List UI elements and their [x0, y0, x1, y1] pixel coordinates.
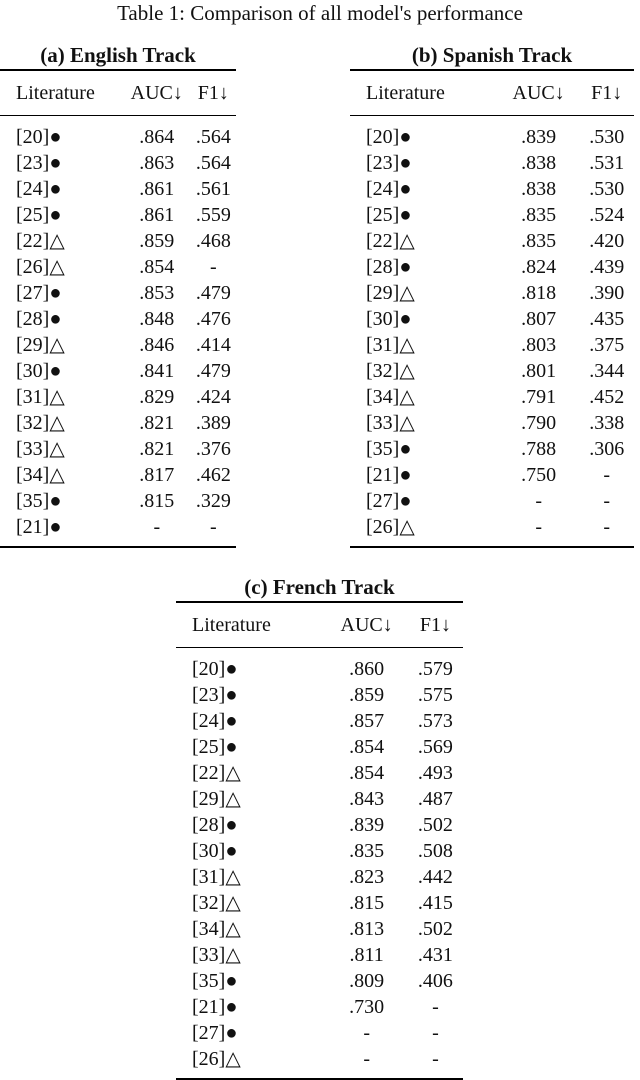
literature-cell: [30]● [192, 840, 238, 862]
auc-cell: - [535, 516, 542, 538]
f1-cell: .479 [195, 282, 231, 304]
f1-cell: .573 [417, 710, 453, 732]
f1-cell: .442 [417, 866, 453, 888]
literature-cell: [29]△ [366, 282, 415, 304]
subtable-title: (b) Spanish Track [411, 43, 573, 67]
auc-cell: .824 [521, 256, 557, 278]
auc-cell: .803 [521, 334, 557, 356]
literature-cell: [35]● [192, 970, 238, 992]
column-header: Literature [192, 613, 271, 636]
auc-cell: .809 [349, 970, 385, 992]
table-row [0, 254, 236, 280]
table-row [0, 202, 236, 228]
column-header: F1↓ [591, 81, 623, 104]
f1-cell: - [432, 1022, 439, 1044]
auc-cell: .839 [349, 814, 385, 836]
table-row [350, 176, 634, 202]
table-row [176, 1046, 463, 1079]
auc-cell: .790 [521, 412, 557, 434]
auc-cell: .807 [521, 308, 557, 330]
literature-cell: [25]● [16, 204, 62, 226]
f1-cell: .493 [417, 762, 453, 784]
auc-cell: - [535, 490, 542, 512]
literature-cell: [27]● [16, 282, 62, 304]
f1-cell: .390 [589, 282, 625, 304]
header-row [176, 602, 463, 648]
auc-cell: .813 [349, 918, 385, 940]
table-row [176, 864, 463, 890]
table-row [0, 358, 236, 384]
f1-cell: .476 [195, 308, 231, 330]
literature-cell: [32]△ [366, 360, 415, 382]
literature-cell: [24]● [16, 178, 62, 200]
auc-cell: .863 [139, 152, 175, 174]
auc-cell: .801 [521, 360, 557, 382]
auc-cell: - [153, 516, 161, 538]
f1-cell: .530 [589, 178, 625, 200]
auc-cell: .854 [139, 256, 175, 278]
table-row [0, 384, 236, 410]
auc-cell: .853 [139, 282, 175, 304]
table-row [350, 462, 634, 488]
f1-cell: - [432, 996, 439, 1018]
table-row [176, 942, 463, 968]
literature-cell: [34]△ [16, 464, 65, 486]
literature-cell: [27]● [366, 490, 412, 512]
auc-cell: .838 [521, 152, 557, 174]
auc-cell: .815 [349, 892, 385, 914]
f1-cell: .564 [195, 152, 231, 174]
literature-cell: [29]△ [192, 788, 241, 810]
f1-cell: - [603, 516, 611, 538]
table-row [350, 488, 634, 514]
table-row [0, 462, 236, 488]
literature-cell: [32]△ [16, 412, 65, 434]
table-row [0, 150, 236, 176]
f1-cell: - [209, 256, 217, 278]
auc-cell: .835 [521, 204, 557, 226]
table-row [350, 116, 634, 151]
column-header: F1↓ [197, 81, 229, 104]
f1-cell: .414 [195, 334, 231, 356]
auc-cell: .860 [349, 658, 385, 680]
literature-cell: [33]△ [16, 438, 65, 460]
table-row [0, 306, 236, 332]
f1-cell: .569 [417, 736, 453, 758]
table-row [176, 994, 463, 1020]
f1-cell: - [603, 464, 611, 486]
table-row [176, 682, 463, 708]
auc-cell: .823 [349, 866, 385, 888]
f1-cell: .424 [195, 386, 231, 408]
literature-cell: [24]● [192, 710, 238, 732]
literature-cell: [27]● [192, 1022, 238, 1044]
literature-cell: [34]△ [192, 918, 241, 940]
f1-cell: .406 [417, 970, 453, 992]
french-track-table [176, 574, 463, 1080]
f1-cell: .468 [195, 230, 231, 252]
table-row [176, 916, 463, 942]
literature-cell: [33]△ [366, 412, 415, 434]
table-row [176, 812, 463, 838]
table-row [176, 734, 463, 760]
subtable-title: (c) French Track [244, 575, 395, 599]
auc-cell: .821 [139, 412, 175, 434]
table-row [0, 488, 236, 514]
table-row [350, 436, 634, 462]
literature-cell: [34]△ [366, 386, 415, 408]
auc-cell: .859 [139, 230, 175, 252]
f1-cell: .575 [417, 684, 453, 706]
literature-cell: [31]△ [192, 866, 241, 888]
table-row [0, 176, 236, 202]
table-caption: Table 1: Comparison of all model's performance [117, 1, 523, 25]
english-track-table [0, 42, 236, 548]
table-row [350, 332, 634, 358]
literature-cell: [29]△ [16, 334, 65, 356]
f1-cell: .420 [589, 230, 625, 252]
f1-cell: .338 [589, 412, 625, 434]
f1-cell: .375 [589, 334, 625, 356]
auc-cell: .818 [521, 282, 557, 304]
f1-cell: .389 [195, 412, 231, 434]
f1-cell: - [432, 1048, 439, 1070]
auc-cell: .848 [139, 308, 175, 330]
literature-cell: [23]● [366, 152, 412, 174]
table-row [0, 410, 236, 436]
literature-cell: [20]● [192, 658, 238, 680]
table-row [176, 786, 463, 812]
auc-cell: .864 [139, 126, 175, 148]
f1-cell: .329 [195, 490, 231, 512]
literature-cell: [28]● [16, 308, 62, 330]
column-header: AUC↓ [130, 81, 183, 104]
table-row [350, 202, 634, 228]
literature-cell: [33]△ [192, 944, 241, 966]
literature-cell: [24]● [366, 178, 412, 200]
f1-cell: .439 [589, 256, 625, 278]
auc-cell: .846 [139, 334, 175, 356]
literature-cell: [20]● [366, 126, 412, 148]
auc-cell: .835 [349, 840, 385, 862]
literature-cell: [21]● [366, 464, 412, 486]
table-row [350, 280, 634, 306]
auc-cell: - [363, 1048, 370, 1070]
column-header: Literature [366, 81, 445, 104]
literature-cell: [30]● [366, 308, 412, 330]
f1-cell: .452 [589, 386, 625, 408]
auc-cell: .817 [139, 464, 175, 486]
auc-cell: .857 [349, 710, 385, 732]
auc-cell: .839 [521, 126, 557, 148]
f1-cell: .344 [589, 360, 625, 382]
table-row [176, 838, 463, 864]
table-row [176, 1020, 463, 1046]
auc-cell: .788 [521, 438, 557, 460]
column-header: AUC↓ [512, 81, 565, 104]
f1-cell: - [209, 516, 217, 538]
auc-cell: .854 [349, 762, 385, 784]
auc-cell: .730 [349, 996, 385, 1018]
table-row [350, 514, 634, 547]
f1-cell: .435 [589, 308, 625, 330]
table-row [350, 384, 634, 410]
auc-cell: .854 [349, 736, 385, 758]
literature-cell: [31]△ [16, 386, 65, 408]
table-row [176, 708, 463, 734]
auc-cell: .838 [521, 178, 557, 200]
f1-cell: .487 [417, 788, 453, 810]
table-row [176, 890, 463, 916]
literature-cell: [26]△ [366, 516, 415, 538]
table-row [176, 968, 463, 994]
literature-cell: [22]△ [192, 762, 241, 784]
literature-cell: [23]● [192, 684, 238, 706]
auc-cell: .829 [139, 386, 175, 408]
table-row [350, 228, 634, 254]
f1-cell: .502 [417, 918, 453, 940]
f1-cell: .415 [417, 892, 453, 914]
table-row [350, 358, 634, 384]
table-row [350, 306, 634, 332]
literature-cell: [31]△ [366, 334, 415, 356]
literature-cell: [22]△ [16, 230, 65, 252]
table-row [0, 228, 236, 254]
literature-cell: [20]● [16, 126, 62, 148]
literature-cell: [28]● [192, 814, 238, 836]
auc-cell: .821 [139, 438, 175, 460]
f1-cell: .502 [417, 814, 453, 836]
table-row [350, 150, 634, 176]
literature-cell: [32]△ [192, 892, 241, 914]
f1-cell: .479 [195, 360, 231, 382]
literature-cell: [25]● [192, 736, 238, 758]
header-row [0, 70, 236, 116]
f1-cell: - [603, 490, 611, 512]
header-row [350, 70, 634, 116]
f1-cell: .564 [195, 126, 231, 148]
table-row [176, 648, 463, 683]
f1-cell: .306 [589, 438, 625, 460]
literature-cell: [21]● [192, 996, 238, 1018]
f1-cell: .561 [195, 178, 231, 200]
column-header: Literature [16, 81, 95, 104]
auc-cell: .861 [139, 178, 175, 200]
table-row [176, 760, 463, 786]
f1-cell: .531 [589, 152, 625, 174]
column-header: AUC↓ [340, 613, 393, 636]
auc-cell: .841 [139, 360, 175, 382]
f1-cell: .559 [195, 204, 231, 226]
literature-cell: [25]● [366, 204, 412, 226]
literature-cell: [35]● [366, 438, 412, 460]
auc-cell: .861 [139, 204, 175, 226]
f1-cell: .376 [195, 438, 231, 460]
literature-cell: [35]● [16, 490, 62, 512]
spanish-track-table [350, 42, 634, 548]
literature-cell: [26]△ [192, 1048, 241, 1070]
table-row [0, 514, 236, 547]
auc-cell: .815 [139, 490, 175, 512]
table-row [0, 332, 236, 358]
auc-cell: .791 [521, 386, 557, 408]
subtable-title: (a) English Track [40, 43, 196, 67]
literature-cell: [21]● [16, 516, 62, 538]
literature-cell: [30]● [16, 360, 62, 382]
table-row [350, 254, 634, 280]
literature-cell: [28]● [366, 256, 412, 278]
literature-cell: [23]● [16, 152, 62, 174]
auc-cell: .750 [521, 464, 557, 486]
literature-cell: [22]△ [366, 230, 415, 252]
auc-cell: .843 [349, 788, 385, 810]
table-row [0, 436, 236, 462]
table-row [350, 410, 634, 436]
f1-cell: .462 [195, 464, 231, 486]
column-header: F1↓ [419, 613, 451, 636]
auc-cell: .811 [349, 944, 384, 966]
f1-cell: .508 [417, 840, 453, 862]
f1-cell: .431 [417, 944, 453, 966]
literature-cell: [26]△ [16, 256, 65, 278]
f1-cell: .579 [417, 658, 453, 680]
auc-cell: - [363, 1022, 370, 1044]
f1-cell: .530 [589, 126, 625, 148]
table-row [0, 116, 236, 151]
f1-cell: .524 [589, 204, 625, 226]
table-row [0, 280, 236, 306]
auc-cell: .835 [521, 230, 557, 252]
auc-cell: .859 [349, 684, 385, 706]
